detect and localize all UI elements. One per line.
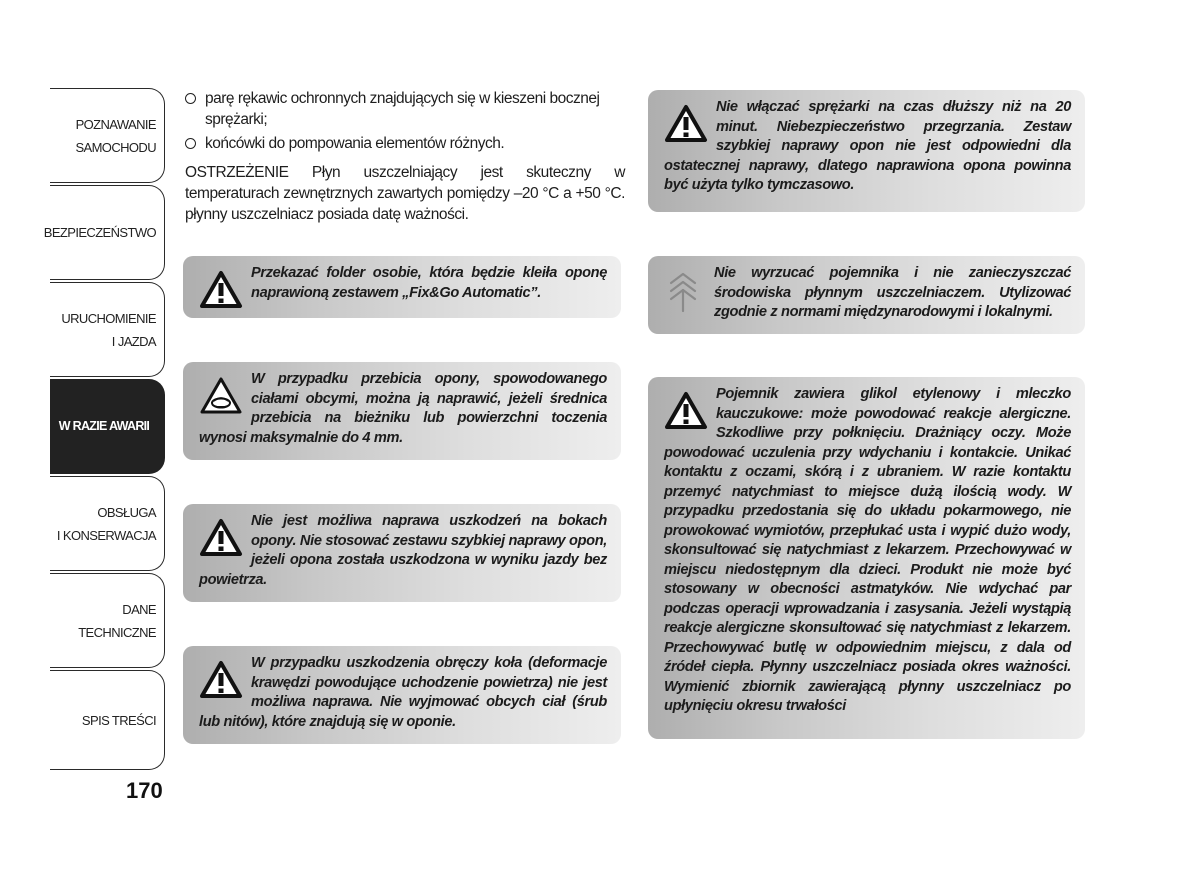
sealant-warning-text: OSTRZEŻENIE Płyn uszczelniający jest skuteczny w temperaturach zewnętrznych zawartych pomiędzy –20 °C a +50 °C. płynny uszczelniacz posiada datę ważności. bbox=[185, 164, 625, 223]
page-number: 170 bbox=[126, 778, 163, 803]
environment-tree-icon bbox=[666, 270, 700, 314]
warning-triangle-icon bbox=[664, 391, 708, 429]
note-text: Nie włączać sprężarki na czas dłuższy niż na 20 minut. Niebezpieczeństwo przegrzania. Zestaw szybkiej naprawy opon nie jest odpowiedni dla ostatecznej naprawy, dlatego naprawiona opona powinna być użyta tylko tymczasowo. bbox=[664, 99, 1071, 193]
note-text: Pojemnik zawiera glikol etylenowy i mleczko kauczukowe: może powodować reakcje alergiczne. Szkodliwe przy połknięciu. Drażniący oczy. Może powodować uczulenia przy wdychaniu i kontakcie. Unikać kontaktu z oczami, skórą i z ubraniem. W razie kontaktu przemyć natychmiast to miejsce dużą ilością wody. W przypadku przedostania się do układu pokarmowego, nie prowokować wymiotów, przepłukać usta i wypić dużo wody, skonsultować się natychmiast z lekarzem. Przechowywać w miejscu niedostępnym dla dzieci. Produkt nie może być stosowany w obecności astmatyków. Nie wdychać par podczas operacji wprowadzania i zasysania. Jeżeli wystąpią reakcje alergiczne skonsultować się natychmiast z lekarzem. Przechowywać butlę w odpowiednim miejscu, z dala od źródeł ciepła. Płynny uszczelniacz posiada okres ważności. Wymienić zbiornik zawierającą płynny uszczelniacz po upłynięciu okresu trwałości bbox=[664, 386, 1071, 714]
warning-triangle-icon bbox=[199, 660, 243, 698]
tab-spis-tresci[interactable]: SPIS TREŚCI bbox=[50, 670, 165, 770]
note-sidewall-damage bbox=[183, 504, 621, 602]
note-pass-folder bbox=[183, 256, 621, 318]
tab-w-razie-awarii[interactable]: W RAZIE AWARII bbox=[50, 379, 165, 474]
warning-triangle-icon bbox=[199, 518, 243, 556]
equipment-list bbox=[185, 88, 625, 157]
note-environment bbox=[648, 256, 1085, 334]
warning-triangle-icon bbox=[199, 270, 243, 308]
tire-warning-triangle-icon bbox=[199, 376, 243, 414]
note-text: W przypadku przebicia opony, spowodowanego ciałami obcymi, można ją naprawić, jeżeli średnica przebicia na bieżniku lub powierzchni toczenia wynosi maksymalnie do 4 mm. bbox=[199, 371, 607, 446]
tab-uruchomienie-i-jazda[interactable]: URUCHOMIENIE I JAZDA bbox=[50, 282, 165, 377]
list-item: końcówki do pompowania elementów różnych. bbox=[185, 133, 625, 154]
tab-obsluga-i-konserwacja[interactable]: OBSŁUGA I KONSERWACJA bbox=[50, 476, 165, 571]
tab-dane-techniczne[interactable]: DANE TECHNICZNE bbox=[50, 573, 165, 668]
list-item: parę rękawic ochronnych znajdujących się w kieszeni bocznej sprężarki; bbox=[185, 88, 625, 130]
note-text: W przypadku uszkodzenia obręczy koła (deformacje krawędzi powodujące uchodzenie powietrza) nie jest możliwa naprawa. Nie wyjmować obcych ciał (śrub lub nitów), które znajdują się w oponie. bbox=[199, 655, 607, 730]
note-text: Przekazać folder osobie, która będzie kleiła oponę naprawioną zestawem „Fix&Go Automatic”. bbox=[251, 265, 607, 301]
tab-poznawanie-samochodu[interactable]: POZNAWANIE SAMOCHODU bbox=[50, 88, 165, 183]
note-compressor-time bbox=[648, 90, 1085, 212]
warning-triangle-icon bbox=[664, 104, 708, 142]
note-rim-damage bbox=[183, 646, 621, 744]
note-text: Nie jest możliwa naprawa uszkodzeń na bokach opony. Nie stosować zestawu szybkiej naprawy opon, jeżeli opona została uszkodzona w wyniku jazdy bez powietrza. bbox=[199, 513, 607, 588]
note-glycol-hazard bbox=[648, 377, 1085, 739]
note-text: Nie wyrzucać pojemnika i nie zanieczyszczać środowiska płynnym uszczelniaczem. Utylizować zgodnie z normami międzynarodowymi i lokalnymi. bbox=[714, 265, 1071, 320]
note-puncture-size bbox=[183, 362, 621, 460]
tab-bezpieczenstwo[interactable]: BEZPIECZEŃSTWO bbox=[50, 185, 165, 280]
